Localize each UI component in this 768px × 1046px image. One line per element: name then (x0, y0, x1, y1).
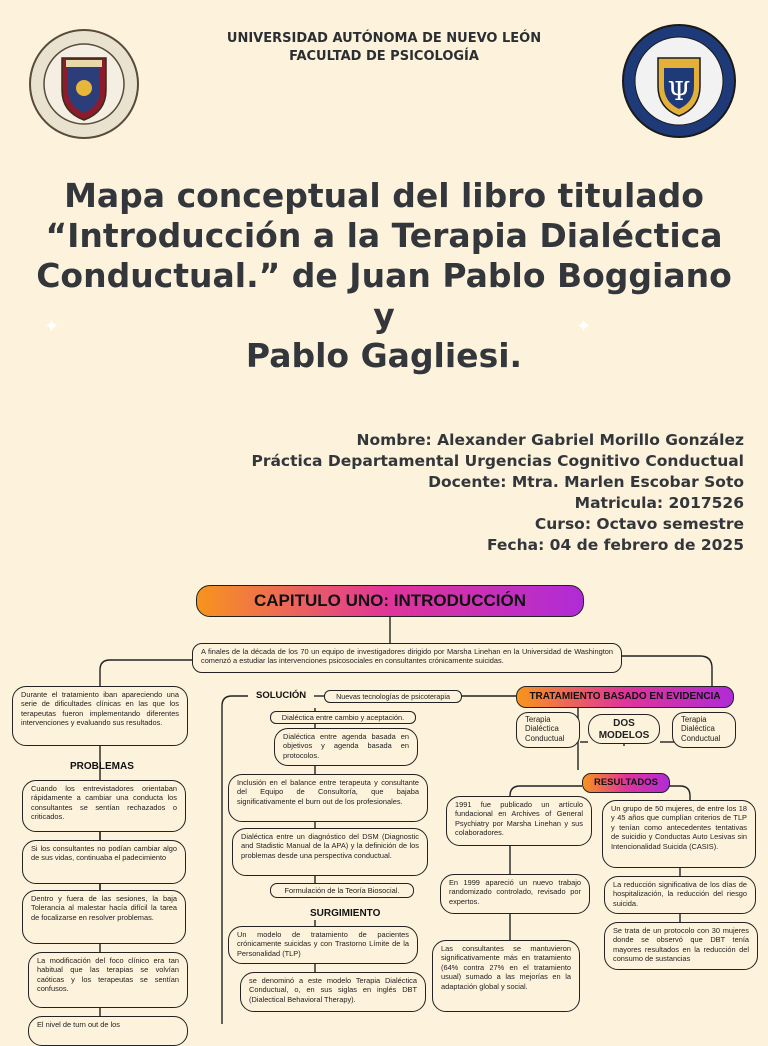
surgimiento-label: SURGIMIENTO (310, 908, 381, 919)
result-left-3: Las consultantes se mantuvieron significativamente más en tratamiento (64% contra 27% en el tratamiento usual) sumado a las mejorías en la adaptación global y social. (432, 940, 580, 1012)
info-practica: Práctica Departamental Urgencias Cognitivo Conductual (251, 452, 744, 470)
info-curso: Curso: Octavo semestre (534, 515, 744, 533)
surgimiento-box-1: Un modelo de tratamiento de pacientes crónicamente suicidas y con Trastorno Límite de la Personalidad (TLP) (228, 926, 418, 964)
solution-item-5: Formulación de la Teoría Biosocial. (270, 883, 414, 898)
svg-text:Ψ: Ψ (667, 77, 691, 107)
left-top-box: Durante el tratamiento iban apareciendo una serie de dificultades clínicas en las que los terapeutas fueron implementando diferentes intervenciones y evaluando sus resultados. (12, 686, 188, 746)
terapia-right-box: Terapia Dialéctica Conductual (672, 712, 736, 748)
chapter-title-pill: CAPITULO UNO: INTRODUCCIÓN (196, 585, 584, 617)
result-left-1: 1991 fue publicado un artículo fundacional en Archives of General Psychiatry por Marsha Linehan y sus colaboradores. (446, 796, 592, 846)
result-right-1: Un grupo de 50 mujeres, de entre los 18 y 45 años que cumplían criterios de TLP y tenían como antecedentes tentativas de suicidio y Conductas Auto Lesivas sin Intencionalidad Suicida (CASIS). (602, 800, 756, 868)
problemas-label: PROBLEMAS (70, 761, 134, 772)
problem-box-4: La modificación del foco clínico era tan habitual que las terapias se volvían caóticas y los terapeutas se sentían confusos. (28, 952, 188, 1008)
faculty-name: FACULTAD DE PSICOLOGÍA (289, 49, 479, 64)
info-docente: Docente: Mtra. Marlen Escobar Soto (428, 473, 744, 491)
result-right-3: Se trata de un protocolo con 30 mujeres donde se observó que DBT tenía mayores resultados en la reducción del consumo de sustancias (604, 922, 758, 970)
title-line-1: Mapa conceptual del libro titulado (64, 176, 704, 215)
info-fecha: Fecha: 04 de febrero de 2025 (486, 536, 744, 554)
info-matricula: Matricula: 2017526 (574, 494, 744, 512)
solution-item-3: Inclusión en el balance entre terapeuta y consultante del Equipo de Consultoría, que bajaba significativamente el burn out de los profesionales. (228, 774, 428, 822)
university-name: UNIVERSIDAD AUTÓNOMA DE NUEVO LEÓN (226, 31, 542, 46)
surgimiento-box-2: se denominó a este modelo Terapia Dialéctica Conductual, o, en sus siglas en inglés DBT (Dialectical Behavioral Therapy). (240, 972, 426, 1012)
tratamiento-pill: TRATAMIENTO BASADO EN EVIDENCIA (516, 686, 734, 708)
solucion-label: SOLUCIÓN (256, 690, 307, 701)
solution-item-2: Dialéctica entre agenda basada en objetivos y agenda basada en protocolos. (274, 728, 418, 766)
problem-box-5: El nivel de turn out de los (28, 1016, 188, 1046)
title-line-2: “Introducción a la Terapia Dialéctica (45, 216, 723, 255)
info-nombre: Nombre: Alexander Gabriel Morillo González (356, 431, 744, 449)
intro-box: A finales de la década de los 70 un equipo de investigadores dirigido por Marsha Linehan en la Universidad de Washington comenzó a estudiar las intervenciones psicosociales en consultantes crónicamente suicidas. (192, 643, 622, 673)
resultados-pill: RESULTADOS (582, 773, 670, 793)
sparkle-icon: ✦ (576, 316, 592, 337)
nuevas-tecnologias-box: Nuevas tecnologías de psicoterapia (324, 690, 462, 703)
problem-box-3: Dentro y fuera de las sesiones, la baja Tolerancia al malestar hacía difícil la tarea de focalizarse en resolver problemas. (22, 890, 186, 944)
problem-box-2: Si los consultantes no podían cambiar algo de sus vidas, continuaba el padecimiento (22, 840, 186, 884)
title-line-4: Pablo Gagliesi. (245, 336, 523, 375)
dos-modelos-box: DOS MODELOS (588, 714, 660, 744)
title-line-3: Conductual.” de Juan Pablo Boggiano y (36, 256, 732, 335)
problem-box-1: Cuando los entrevistadores orientaban rápidamente a cambiar una conducta los consultantes se sentían rechazados o criticados. (22, 780, 186, 832)
solution-item-1: Dialéctica entre cambio y aceptación. (270, 711, 416, 724)
sparkle-icon: ✦ (44, 316, 60, 337)
terapia-left-box: Terapia Dialéctica Conductual (516, 712, 580, 748)
result-right-2: La reducción significativa de los días de hospitalización, la reducción del riesgo suicida. (604, 876, 756, 914)
result-left-2: En 1999 apareció un nuevo trabajo randomizado controlado, revisado por expertos. (440, 874, 590, 914)
solution-item-4: Dialéctica entre un diagnóstico del DSM (Diagnostic and Stadistic Manual de la APA) y la definición de los problemas desde una perspectiva conductual. (232, 828, 428, 876)
